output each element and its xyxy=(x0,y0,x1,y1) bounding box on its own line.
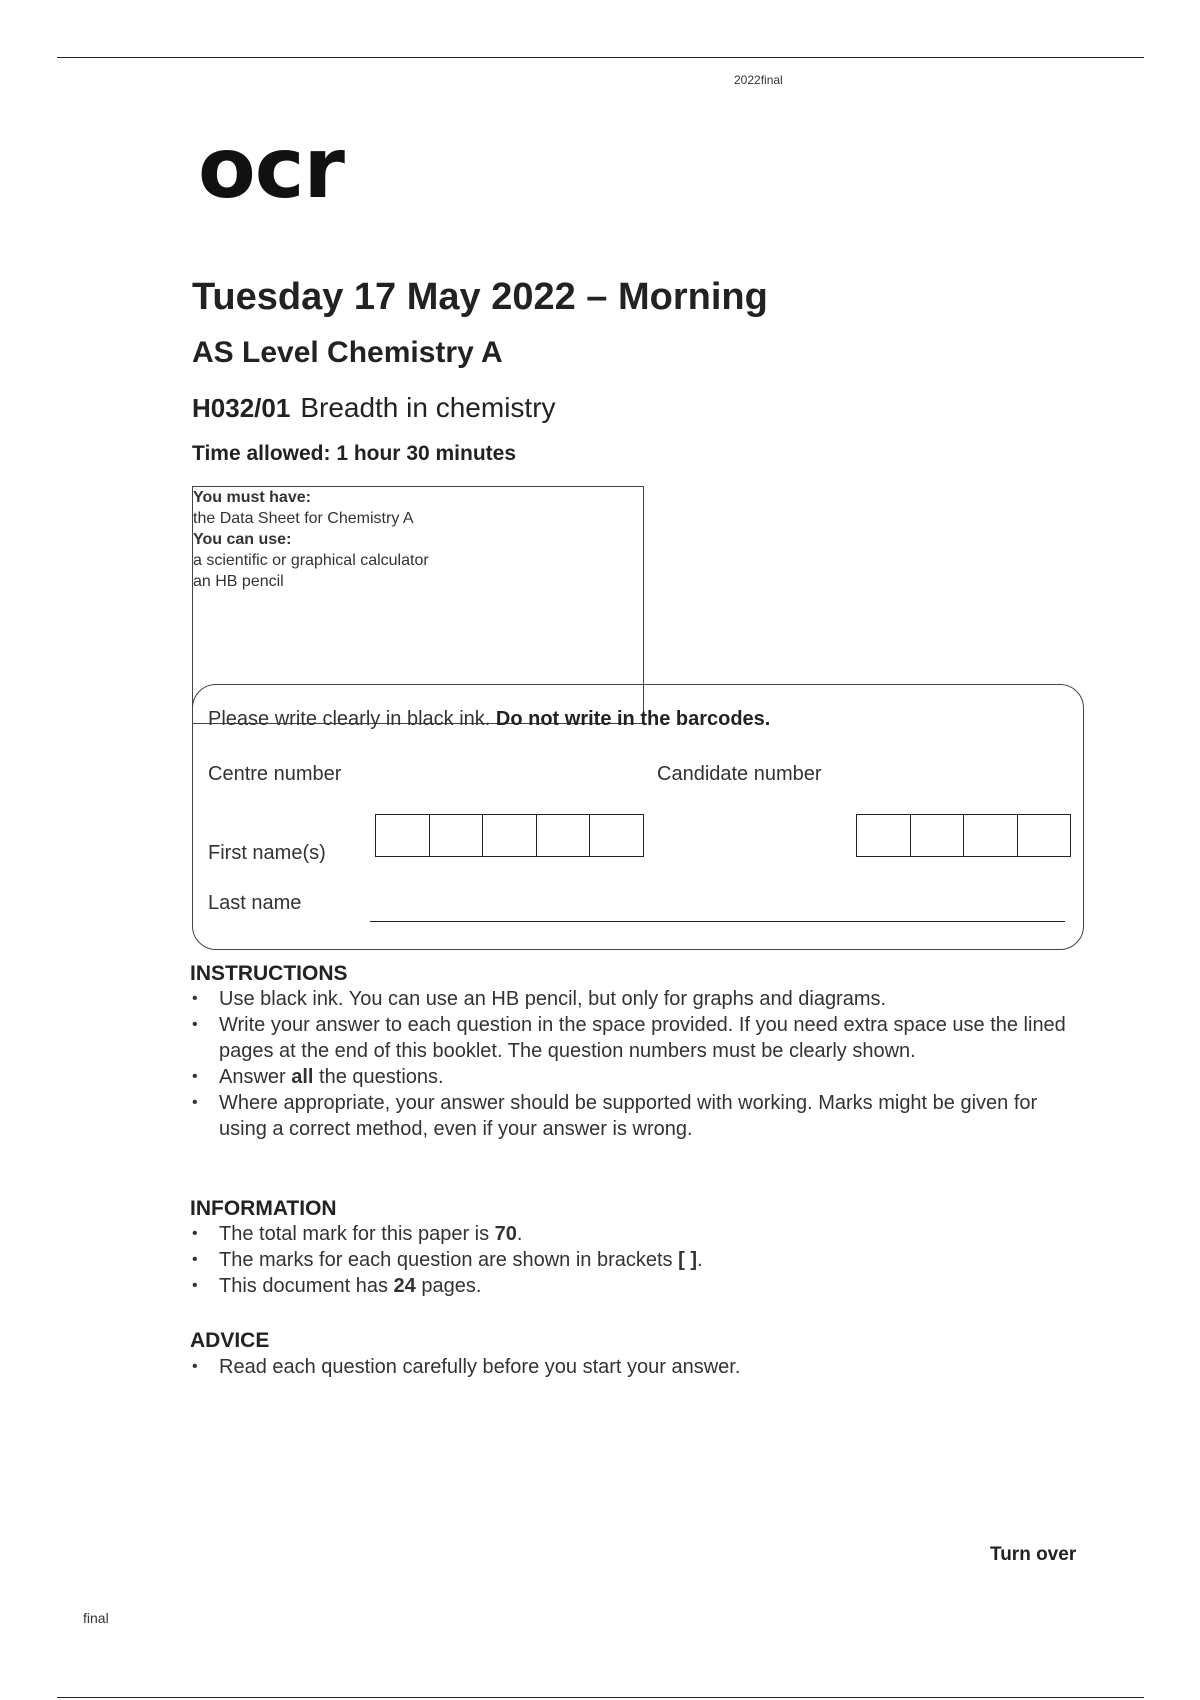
information-item xyxy=(190,1247,1090,1273)
bottom-rule xyxy=(57,1697,1144,1698)
qualification-title: AS Level Chemistry A xyxy=(192,336,503,369)
advice-list xyxy=(190,1354,1090,1380)
digit-box[interactable] xyxy=(376,814,430,857)
turn-over-label: Turn over xyxy=(990,1544,1077,1565)
time-allowed: Time allowed: 1 hour 30 minutes xyxy=(192,442,517,465)
centre-number-boxes[interactable] xyxy=(375,814,644,857)
info-text: This document has xyxy=(219,1275,394,1297)
paper-code: H032/01 xyxy=(192,393,291,423)
total-marks: 70 xyxy=(494,1223,517,1245)
digit-box[interactable] xyxy=(430,814,484,857)
write-note-plain: Please write clearly in black ink. xyxy=(208,708,496,730)
can-use-item: an HB pencil xyxy=(193,573,284,590)
ocr-logo: ocr xyxy=(198,119,344,217)
digit-box[interactable] xyxy=(857,814,911,857)
instructions-list xyxy=(190,986,1090,1142)
last-name-label: Last name xyxy=(208,892,302,914)
footer-note: final xyxy=(83,1610,109,1626)
info-text: pages. xyxy=(415,1275,482,1297)
instruction-text: the questions. xyxy=(313,1066,444,1088)
advice-heading: ADVICE xyxy=(190,1329,270,1352)
instructions-heading: INSTRUCTIONS xyxy=(190,962,348,985)
digit-box[interactable] xyxy=(537,814,591,857)
digit-box[interactable] xyxy=(964,814,1018,857)
marks-brackets: [ ] xyxy=(678,1249,698,1271)
header-code: 2022final xyxy=(734,73,783,87)
information-item xyxy=(190,1221,1090,1247)
exam-date: Tuesday 17 May 2022 – Morning xyxy=(192,276,768,318)
top-rule xyxy=(57,57,1144,58)
centre-number-label: Centre number xyxy=(208,763,342,785)
can-use-item: a scientific or graphical calculator xyxy=(193,552,429,569)
paper-title: Breadth in chemistry xyxy=(300,392,556,423)
must-have-item: the Data Sheet for Chemistry A xyxy=(193,510,414,527)
page-count: 24 xyxy=(393,1275,416,1297)
instruction-item: • Use black ink. You can use an HB pencil, but only for graphs and diagrams. xyxy=(190,986,1090,1012)
digit-box[interactable] xyxy=(483,814,537,857)
write-note xyxy=(208,708,770,731)
digit-box[interactable] xyxy=(1018,814,1072,857)
information-heading: INFORMATION xyxy=(190,1197,337,1220)
info-text: . xyxy=(697,1249,703,1271)
instruction-bold: all xyxy=(291,1066,314,1088)
paper-line xyxy=(192,392,556,424)
candidate-number-boxes[interactable] xyxy=(856,814,1071,857)
instruction-item: • Where appropriate, your answer should be supported with working. Marks might be given for using a correct method, even if your answer is wrong. xyxy=(190,1090,1090,1142)
information-item xyxy=(190,1273,1090,1299)
info-text: The marks for each question are shown in brackets xyxy=(219,1249,679,1271)
first-name-label: First name(s) xyxy=(208,842,326,864)
last-name-field[interactable] xyxy=(370,921,1065,922)
info-text: . xyxy=(516,1223,523,1245)
information-list xyxy=(190,1221,1090,1299)
instruction-text: Answer xyxy=(219,1066,292,1088)
write-note-bold: Do not write in the barcodes. xyxy=(495,708,771,730)
instruction-item xyxy=(190,1064,1090,1090)
candidate-number-label: Candidate number xyxy=(657,763,822,785)
can-use-label: You can use: xyxy=(193,531,292,548)
must-have-label: You must have: xyxy=(193,489,311,506)
info-text: The total mark for this paper is xyxy=(219,1223,495,1245)
advice-item: • Read each question carefully before you start your answer. xyxy=(190,1354,1090,1380)
digit-box[interactable] xyxy=(911,814,965,857)
instruction-item: • Write your answer to each question in the space provided. If you need extra space use the lined pages at the end of this booklet. The question numbers must be clearly shown. xyxy=(190,1012,1090,1064)
digit-box[interactable] xyxy=(590,814,644,857)
